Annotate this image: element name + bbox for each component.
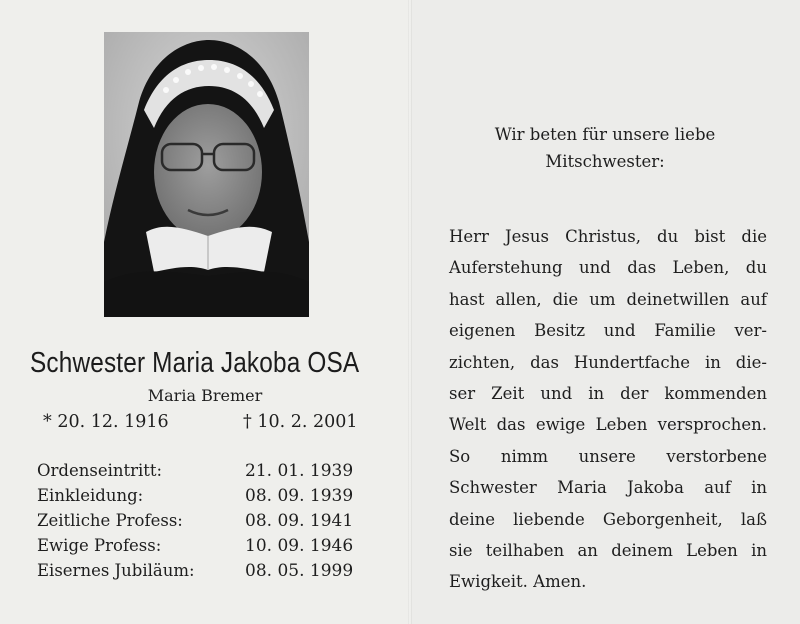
prayer-line: eigenen Besitz und Familie ver- — [449, 321, 767, 341]
event-label: Eisernes Jubiläum: — [37, 561, 195, 580]
prayer-line: Auferstehung und das Leben, du — [449, 258, 767, 278]
death-date: † 10. 2. 2001 — [243, 412, 358, 432]
nun-name: Schwester Maria Jakoba OSA — [30, 347, 360, 379]
event-row-einkleidung — [37, 486, 377, 511]
birth-name: Maria Bremer — [147, 386, 263, 405]
event-row-ordenseintritt — [37, 461, 377, 486]
prayer-line: Welt das ewige Leben versprochen. — [449, 415, 767, 435]
prayer-text — [449, 221, 767, 598]
prayer-line: Ewigkeit. Amen. — [449, 572, 587, 592]
prayer-line: sie teilhaben an deinem Leben in — [449, 541, 767, 561]
prayer-line: ser Zeit und in der kommenden — [449, 384, 767, 404]
portrait-photo — [104, 32, 309, 317]
event-label: Ewige Profess: — [37, 536, 162, 555]
prayer-line: hast allen, die um deinetwillen auf — [449, 289, 767, 309]
event-date: 10. 09. 1946 — [245, 536, 354, 556]
event-date: 08. 09. 1939 — [245, 486, 354, 506]
event-row-zeitliche-profess — [37, 511, 377, 536]
prayer-line: So nimm unsere verstorbene — [449, 446, 767, 466]
prayer-heading — [410, 121, 800, 175]
event-label: Zeitliche Profess: — [37, 511, 183, 530]
prayer-heading-line: Mitschwester: — [545, 152, 665, 171]
prayer-line: deine liebende Geborgenheit, laß — [449, 509, 767, 529]
life-events-list — [37, 461, 377, 586]
event-row-eisernes-jubilaeum — [37, 561, 377, 586]
event-row-ewige-profess — [37, 536, 377, 561]
event-date: 08. 05. 1999 — [245, 561, 354, 581]
birth-date: * 20. 12. 1916 — [43, 412, 169, 432]
card-fold — [408, 0, 412, 624]
event-label: Ordenseintritt: — [37, 461, 163, 480]
event-label: Einkleidung: — [37, 486, 144, 505]
prayer-line: Herr Jesus Christus, du bist die — [449, 227, 767, 246]
portrait-image — [104, 32, 309, 317]
event-date: 08. 09. 1941 — [245, 511, 354, 531]
event-date: 21. 01. 1939 — [245, 461, 354, 481]
prayer-line: Schwester Maria Jakoba auf in — [449, 478, 767, 498]
prayer-heading-line: Wir beten für unsere liebe — [494, 125, 716, 144]
prayer-line: zichten, das Hundertfache in die- — [449, 352, 767, 372]
